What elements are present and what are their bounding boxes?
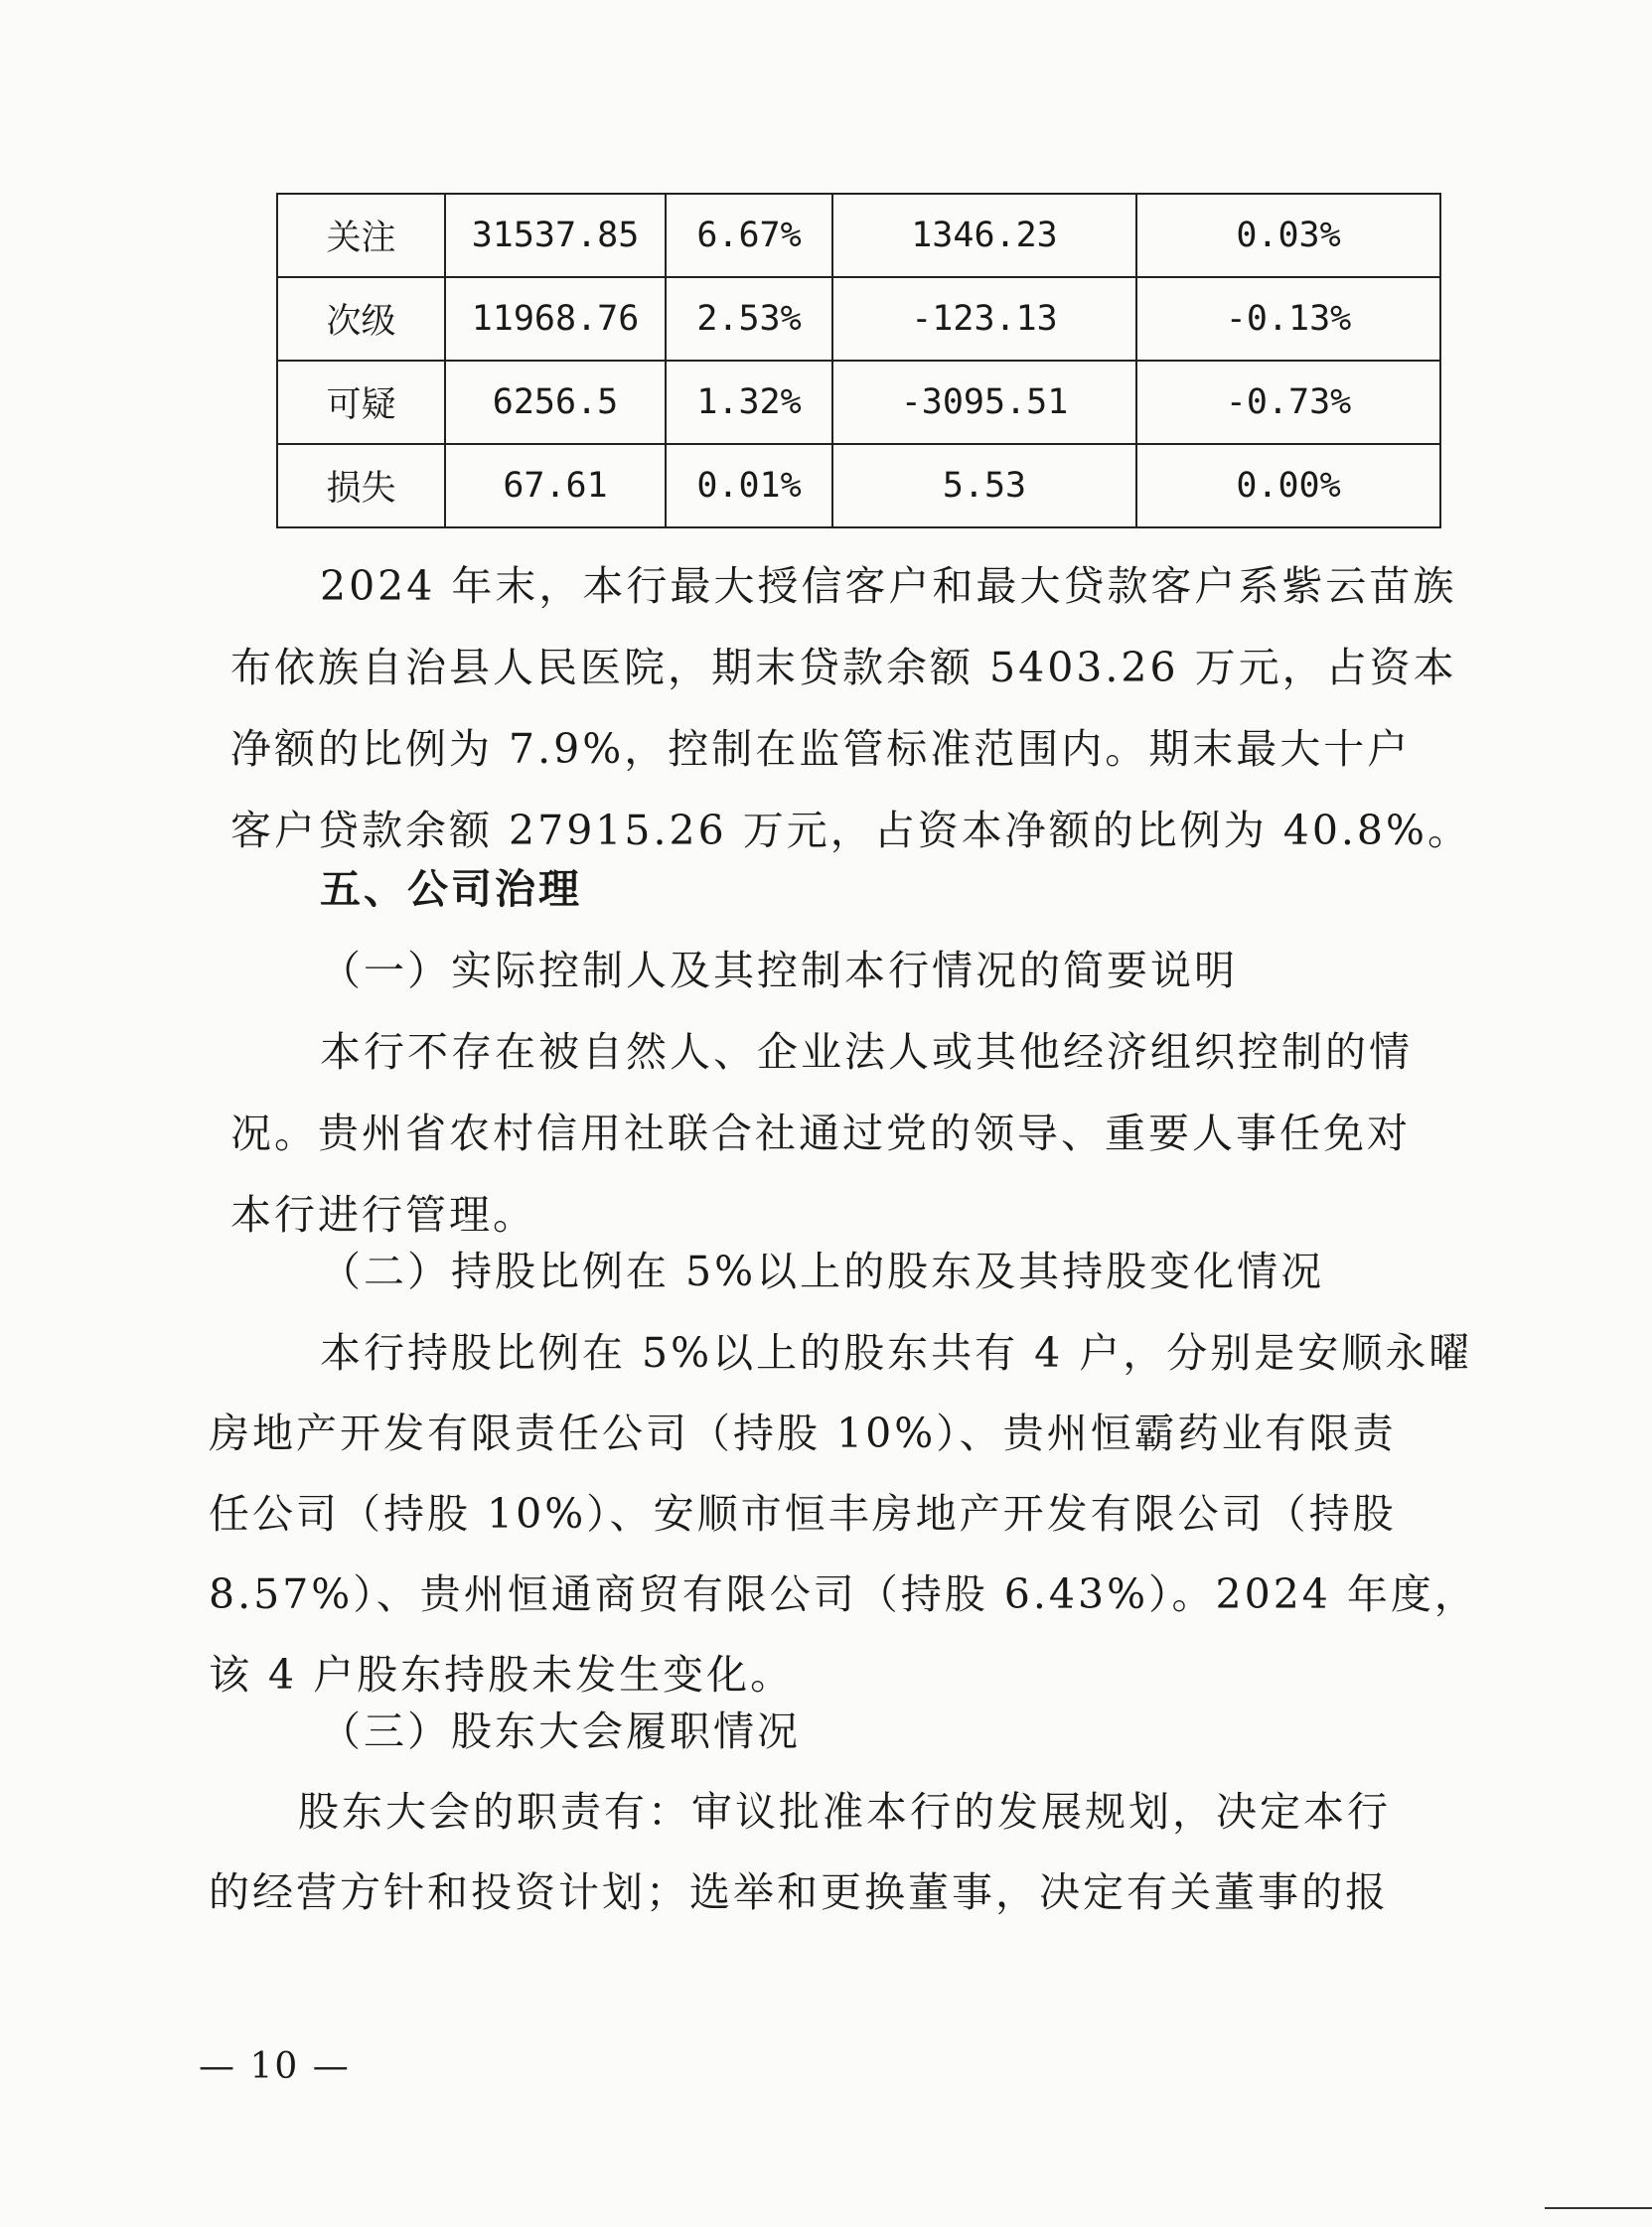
paragraph-line: 本行不存在被自然人、企业法人或其他经济组织控制的情 bbox=[320, 1028, 1413, 1076]
balance-cell: 6256.5 bbox=[445, 361, 666, 444]
share-change-cell: 0.03% bbox=[1136, 194, 1440, 277]
paragraph-line: 况。贵州省农村信用社联合社通过党的领导、重要人事任免对 bbox=[230, 1110, 1411, 1157]
share-cell: 1.32% bbox=[666, 361, 832, 444]
share-change-cell: 0.00% bbox=[1136, 444, 1440, 527]
share-cell: 2.53% bbox=[666, 277, 832, 361]
paragraph-line: 净额的比例为 7.9%，控制在监管标准范围内。期末最大十户 bbox=[230, 725, 1412, 773]
table-row bbox=[277, 444, 1440, 527]
share-cell: 0.01% bbox=[666, 444, 832, 527]
share-change-cell: -0.73% bbox=[1136, 361, 1440, 444]
category-cell: 次级 bbox=[277, 277, 445, 361]
paragraph-line: 本行进行管理。 bbox=[230, 1191, 536, 1239]
subsection-heading: （二）持股比例在 5%以上的股东及其持股变化情况 bbox=[320, 1248, 1325, 1295]
category-cell: 损失 bbox=[277, 444, 445, 527]
change-cell: 1346.23 bbox=[832, 194, 1136, 277]
paragraph-line: 客户贷款余额 27915.26 万元，占资本净额的比例为 40.8%。 bbox=[230, 807, 1471, 854]
paragraph-line: 布依族自治县人民医院，期末贷款余额 5403.26 万元，占资本 bbox=[230, 644, 1457, 691]
subsection-heading: （一）实际控制人及其控制本行情况的简要说明 bbox=[320, 947, 1238, 994]
table-row bbox=[277, 194, 1440, 277]
table-row bbox=[277, 277, 1440, 361]
paragraph-line: 房地产开发有限责任公司（持股 10%）、贵州恒霸药业有限责 bbox=[209, 1410, 1397, 1457]
share-change-cell: -0.13% bbox=[1136, 277, 1440, 361]
table-row bbox=[277, 361, 1440, 444]
subsection-heading: （三）股东大会履职情况 bbox=[320, 1707, 801, 1755]
balance-cell: 67.61 bbox=[445, 444, 666, 527]
paragraph-line: 2024 年末，本行最大授信客户和最大贷款客户系紫云苗族 bbox=[320, 562, 1457, 610]
balance-cell: 31537.85 bbox=[445, 194, 666, 277]
paragraph-line: 本行持股比例在 5%以上的股东共有 4 户，分别是安顺永曜 bbox=[320, 1329, 1473, 1377]
bottom-rule bbox=[1545, 2207, 1652, 2209]
category-cell: 可疑 bbox=[277, 361, 445, 444]
change-cell: 5.53 bbox=[832, 444, 1136, 527]
change-cell: -123.13 bbox=[832, 277, 1136, 361]
paragraph-line: 该 4 户股东持股未发生变化。 bbox=[209, 1651, 795, 1699]
category-cell: 关注 bbox=[277, 194, 445, 277]
paragraph-line: 股东大会的职责有：审议批准本行的发展规划，决定本行 bbox=[298, 1788, 1391, 1836]
loan-classification-table bbox=[276, 193, 1441, 528]
section-heading: 五、公司治理 bbox=[320, 865, 582, 913]
paragraph-line: 的经营方针和投资计划；选举和更换董事，决定有关董事的报 bbox=[209, 1868, 1389, 1916]
paragraph-line: 任公司（持股 10%）、安顺市恒丰房地产开发有限公司（持股 bbox=[209, 1490, 1397, 1538]
paragraph-line: 8.57%）、贵州恒通商贸有限公司（持股 6.43%）。2024 年度， bbox=[209, 1570, 1478, 1618]
balance-cell: 11968.76 bbox=[445, 277, 666, 361]
page-number: — 10 — bbox=[199, 2046, 351, 2087]
change-cell: -3095.51 bbox=[832, 361, 1136, 444]
share-cell: 6.67% bbox=[666, 194, 832, 277]
